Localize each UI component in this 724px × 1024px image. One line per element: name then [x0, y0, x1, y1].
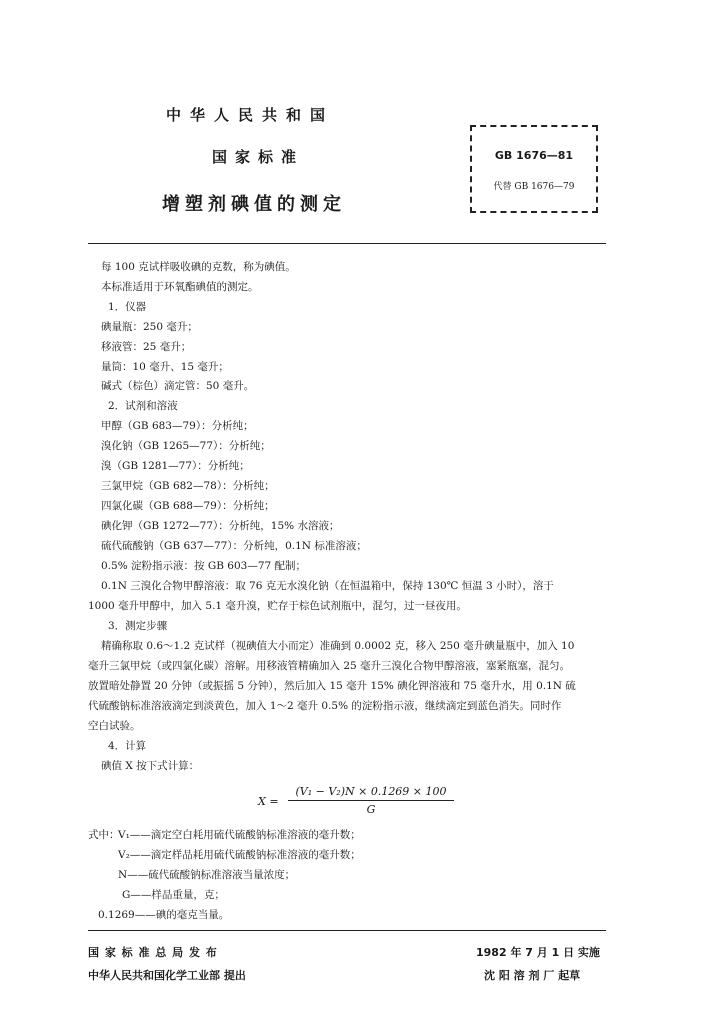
body-line: 碱式（棕色）滴定管：50 毫升。	[101, 380, 255, 392]
section-heading: 4．计算	[108, 740, 147, 752]
body-line: 量筒：10 毫升、15 毫升；	[101, 361, 229, 373]
section-heading: 3．测定步骤	[108, 620, 168, 632]
proposer: 中华人民共和国化学工业部 提出	[88, 969, 246, 982]
drafter: 沈 阳 溶 剂 厂 起草	[484, 969, 581, 982]
body-line: 0.1N 三溴化合物甲醇溶液：取 76 克无水溴化钠（在恒温箱中，保持 130℃ 恒温 3 小时），溶于	[101, 580, 554, 592]
replaces-standard: 代替 GB 1676—79	[493, 182, 575, 192]
variable-definition: N——硫代硫酸钠标准溶液当量浓度；	[118, 869, 296, 881]
body-line: 本标准适用于环氧酯碘值的测定。	[101, 281, 259, 293]
where-intro: 式中：	[88, 829, 120, 841]
issuer: 国 家 标 准 总 局 发 布	[88, 946, 218, 959]
variable-definition: V₂——滴定样品耗用硫代硫酸钠标准溶液的毫升数；	[118, 849, 361, 861]
body-line: 代硫酸钠标准溶液滴定到淡黄色，加入 1～2 毫升 0.5% 的淀粉指示液，继续滴定到蓝色消失。同时作	[88, 700, 562, 712]
formula-numerator: (V₁ − V₂)N × 0.1269 × 100	[295, 785, 447, 798]
body-line: 0.5% 淀粉指示液：按 GB 603—77 配制；	[101, 560, 307, 572]
body-line: 1000 毫升甲醇中，加入 5.1 毫升溴，贮存于棕色试剂瓶中，混匀，过一昼夜用。	[88, 600, 467, 612]
formula-lhs: X =	[258, 795, 279, 808]
section-heading: 1．仪器	[108, 301, 147, 313]
body-line: 放置暗处静置 20 分钟（或振摇 5 分钟），然后加入 15 毫升 15% 碘化钾溶液和 75 毫升水，用 0.1N 硫	[88, 680, 576, 692]
standard-number-box	[470, 125, 598, 213]
body-line: 溴（GB 1281—77）：分析纯；	[101, 460, 250, 472]
variable-definition: V₁——滴定空白耗用硫代硫酸钠标准溶液的毫升数；	[118, 829, 361, 841]
body-line: 三氯甲烷（GB 682—78）：分析纯；	[101, 480, 275, 492]
document-title: 增塑剂碘值的测定	[162, 194, 346, 215]
fraction-bar	[288, 800, 454, 801]
body-line: 精确称取 0.6～1.2 克试样（视碘值大小而定）准确到 0.0002 克，移入 250 毫升碘量瓶中，加入 10	[101, 640, 575, 652]
body-line: 甲醇（GB 683—79）：分析纯；	[101, 420, 254, 432]
body-line: 碘值 X 按下式计算：	[101, 760, 200, 772]
body-line: 硫代硫酸钠（GB 637—77）：分析纯，0.1N 标准溶液；	[101, 540, 367, 552]
body-line: 每 100 克试样吸收碘的克数，称为碘值。	[101, 261, 296, 273]
body-line: 四氯化碳（GB 688—79）：分析纯；	[101, 500, 275, 512]
section-heading: 2．试剂和溶液	[108, 400, 178, 412]
body-line: 溴化钠（GB 1265—77）：分析纯；	[101, 440, 271, 452]
body-line: 空白试验。	[88, 720, 141, 732]
standard-code: GB 1676—81	[494, 149, 574, 162]
body-line: 碘量瓶：250 毫升；	[101, 321, 198, 333]
country-heading: 中华人民共和国	[166, 106, 335, 124]
body-line: 移液管：25 毫升；	[101, 341, 192, 353]
formula-denominator: G	[366, 803, 376, 816]
body-line: 毫升三氯甲烷（或四氯化碳）溶解。用移液管精确加入 25 毫升三溴化合物甲醇溶液，塞紧瓶塞，混匀。	[88, 660, 571, 672]
effective-date: 1982 年 7 月 1 日 实施	[476, 946, 600, 959]
footer-rule	[88, 930, 606, 931]
variable-definition: 0.1269——碘的毫克当量。	[98, 909, 230, 921]
category-heading: 国家标准	[212, 148, 305, 166]
variable-definition: G——样品重量，克；	[122, 889, 225, 901]
body-line: 碘化钾（GB 1272—77）：分析纯，15% 水溶液；	[101, 520, 340, 532]
header-rule	[88, 243, 606, 244]
